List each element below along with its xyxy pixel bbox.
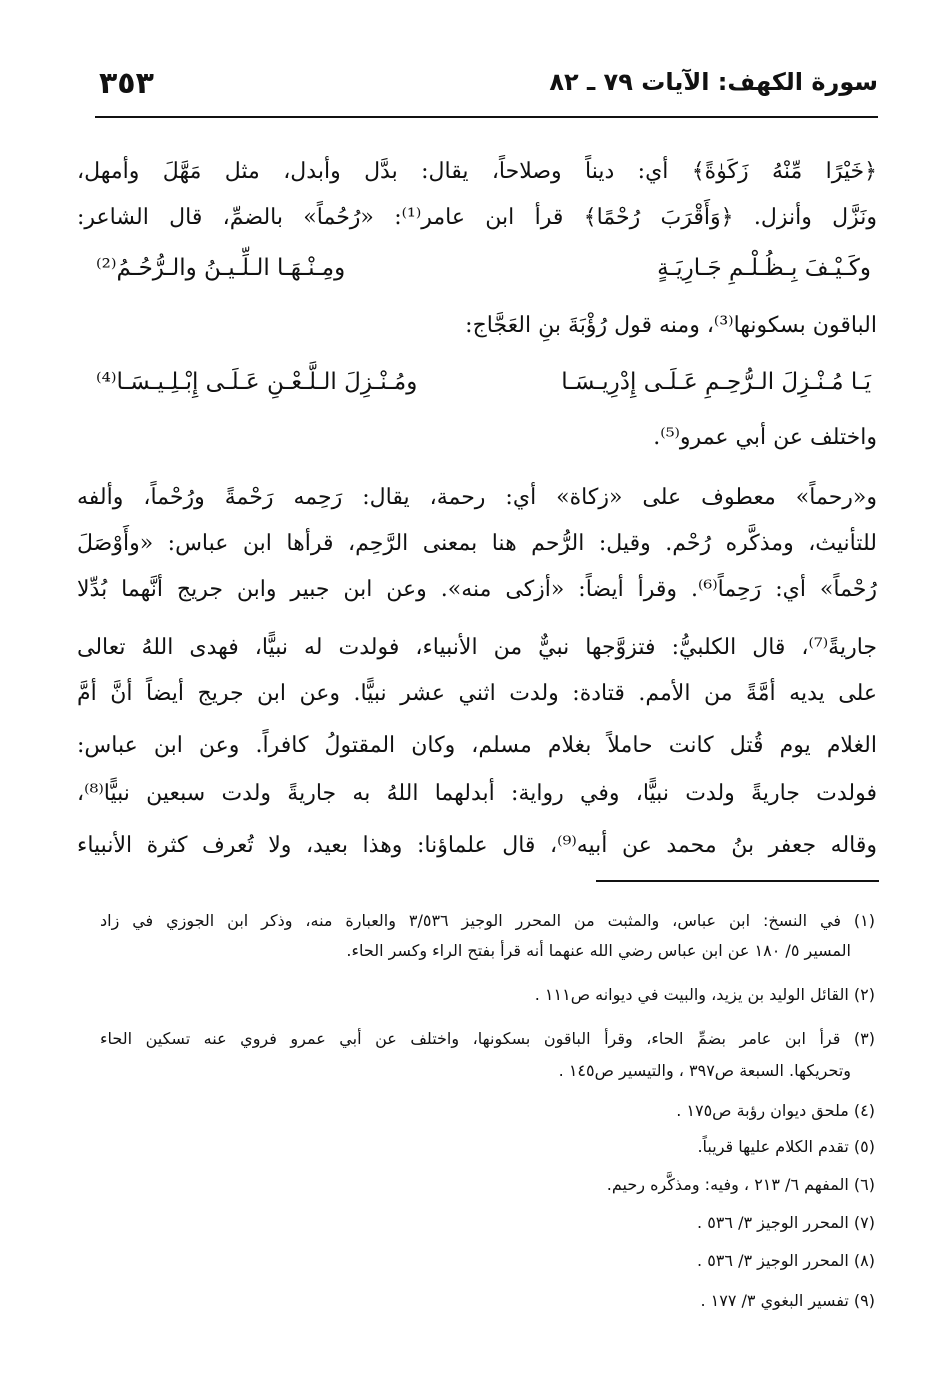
footnote-3-line-1: (٣) قرأ ابن عامر بضمِّ الحاء، وقرأ الباقون بسكونها، واختلف عن أبي عمرو فروي عنه تسكين الحاء: [100, 1029, 875, 1048]
body-line: فولدت جاريةً ولدت نبيًّا، وفي رواية: أبدلهما اللهُ به جاريةً ولدت سبعين نبيًّا⁽⁸⁾،: [77, 781, 877, 806]
body-line: و«رحماً» معطوف على «زكاة» أي: رحمة، يقال: رَحِمه رَحْمةً ورُحْماً، وألفه: [77, 485, 877, 510]
footnote-1-line-1: (١) في النسخ: ابن عباس، والمثبت من المحرر الوجيز ٣/٥٣٦ والعبارة منه، وذكر ابن الجوزي في زاد: [100, 911, 876, 930]
verse-hemistich-left: ومِـنْـهَـا الـلِّـيـنُ والـرُّحُـمُ⁽²⁾: [96, 255, 346, 281]
verse-hemistich-right: وكَـيْـفَ بِـظُـلْـمِ جَـارِيَـةٍ: [657, 255, 871, 281]
footnote-4: (٤) ملحق ديوان رؤبة ص١٧٥ .: [676, 1101, 875, 1120]
body-line: على يديه أمَّةً من الأمم. قتادة: ولدت اثني عشر نبيًّا. وعن ابن جريج أيضاً أنَّ أمَّ: [77, 681, 877, 706]
body-line: رُحْماً» أي: رَحِماً⁽⁶⁾. وقرأ أيضاً: «أزكى منه». وعن ابن جبير وابن جريج أنَّهما بُدِّلا: [77, 577, 878, 602]
body-line: للتأنيث، ومذكَّره رُحْم. وقيل: الرُّحم هنا بمعنى الرَّحِم، قرأها ابن عباس: «وأَوْصَلَ: [77, 531, 877, 556]
footnote-8: (٨) المحرر الوجيز ٣/ ٥٣٦ .: [697, 1251, 875, 1270]
body-line: الغلام يوم قُتل كانت حاملاً بغلام مسلم، وكان المقتولُ كافراً. وعن ابن عباس:: [77, 733, 877, 758]
footnote-3-line-2: وتحريكها. السبعة ص٣٩٧ ، والتيسير ص١٤٥ .: [558, 1061, 851, 1080]
body-line: وقاله جعفر بنُ محمد عن أبيه⁽⁹⁾، قال علماؤنا: وهذا بعيد، ولا تُعرف كثرة الأنبياء: [77, 833, 877, 858]
body-line: ﴿خَيْرًا مِّنْهُ زَكَوٰةً﴾ أي: ديناً وصلاحاً، يقال: بدَّل وأبدل، مثل مَهَّلَ وأمهل،: [77, 159, 877, 184]
footnote-separator: [596, 880, 879, 882]
body-line: ونَزَّل وأنزل. ﴿وَأَقْرَبَ رُحْمًا﴾ قرأ ابن عامر⁽¹⁾: «رُحُماً» بالضمِّ، قال الشاعر:: [77, 205, 877, 230]
verse-hemistich-left: ومُـنْـزِلَ الـلَّـعْـنِ عَـلَـى إِبْـلِـيـسَـا⁽⁴⁾: [96, 369, 418, 395]
footnote-5: (٥) تقدم الكلام عليها قريباً.: [697, 1137, 875, 1156]
footnote-7: (٧) المحرر الوجيز ٣/ ٥٣٦ .: [697, 1213, 875, 1232]
body-line: واختلف عن أبي عمرو⁽⁵⁾.: [653, 425, 877, 450]
running-header: [95, 64, 878, 118]
page-number: ٣٥٣: [99, 66, 154, 101]
verse-hemistich-right: يَـا مُـنْـزِلَ الـرُّحِـمِ عَـلَـى إِدْرِيـسَـا: [561, 369, 871, 395]
footnote-1-line-2: المسير ٥/ ١٨٠ عن ابن عباس رضي الله عنهما أنه قرأ بفتح الراء وكسر الحاء.: [346, 941, 851, 960]
body-line: الباقون بسكونها⁽³⁾، ومنه قول رُؤْبَةَ بنِ العَجَّاج:: [465, 313, 877, 338]
footnote-6: (٦) المفهم ٦/ ٢١٣ ، وفيه: ومذكَّره رحيم.: [606, 1175, 875, 1194]
footnote-2: (٢) القائل الوليد بن يزيد، والبيت في ديوانه ص١١١ .: [534, 985, 875, 1004]
footnote-9: (٩) تفسير البغوي ٣/ ١٧٧ .: [700, 1291, 875, 1310]
surah-title: سورة الكهف: الآيات ٧٩ ـ ٨٢: [549, 68, 878, 96]
body-line: جاريةً⁽⁷⁾، قال الكلبيُّ: فتزوَّجها نبيٌّ من الأنبياء، فولدت له نبيًّا، فهدى اللهُ تعالى: [77, 635, 877, 660]
